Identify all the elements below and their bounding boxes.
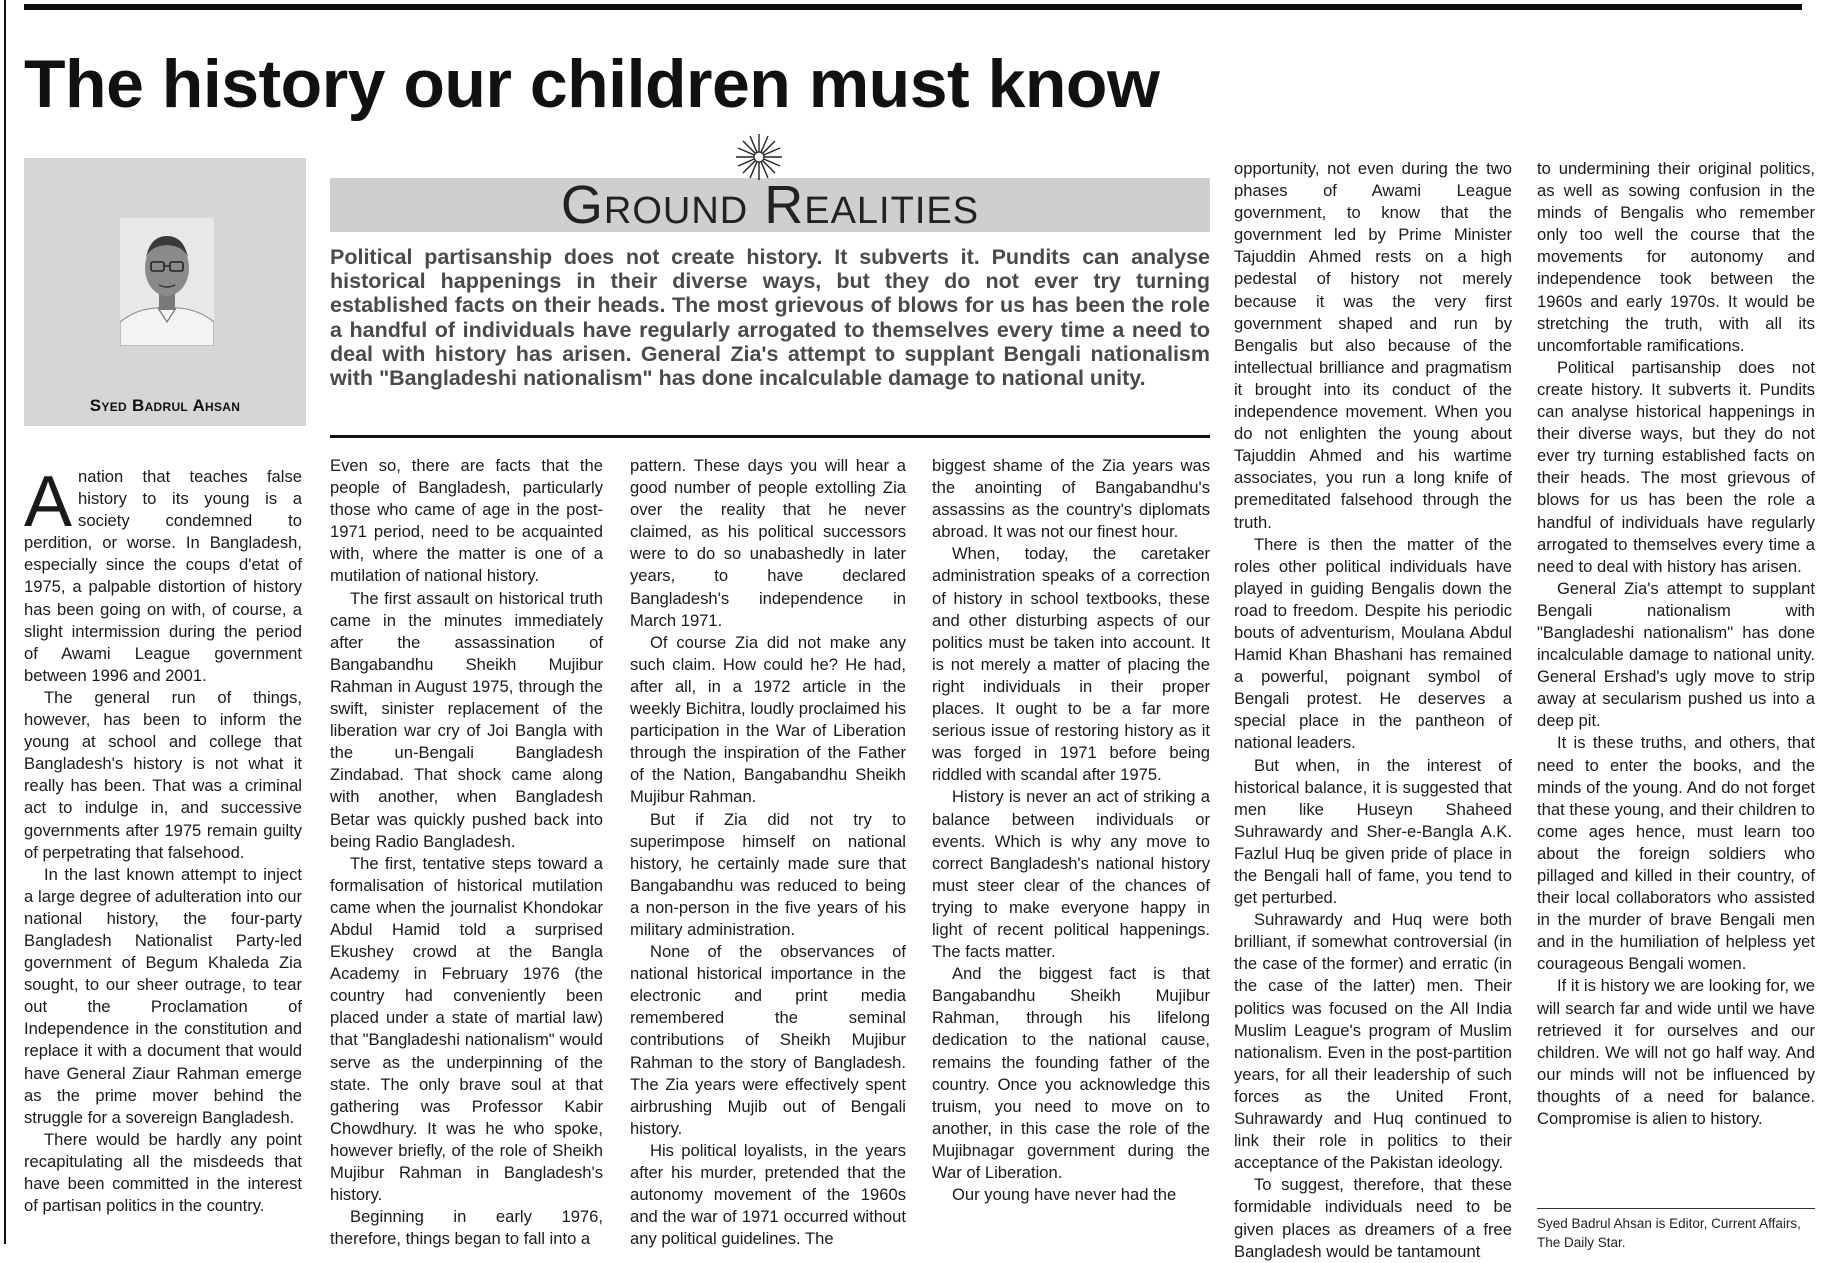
article-column-4 (932, 455, 1210, 1206)
left-border-rule (4, 0, 6, 1244)
article-paragraph: pattern. These days you will hear a good number of people extolling Zia over the reality that he never claimed, as his political successors were to do so unabashedly in later years, to have declared Bangladesh's independence in March 1971. (630, 456, 906, 630)
article-paragraph: In the last known attempt to inject a large degree of adulteration into our national history, the four-party Bangladesh Nationalist Party-led government of Begum Khaleda Zia sought, to our sheer outrage, to tear out the Proclamation of Independence in the constitution and replace it with a document that would have General Ziaur Rahman emerge as the prime mover behind the struggle for a sovereign Bangladesh. (24, 864, 302, 1127)
article-paragraph: Beginning in early 1976, therefore, things began to fall into a (330, 1207, 603, 1249)
article-paragraph: It is these truths, and others, that need to enter the books, and the minds of the young. And do not forget that these young, and their children to come ages hence, must learn too about the foreign soldiers who pillaged and killed in their country, of their local collaborators who assisted in the murder of brave Bengali men and in the humiliation of helpless yet courageous Bengali women. (1537, 733, 1815, 974)
article-paragraph: Even so, there are facts that the people of Bangladesh, particularly those who came of age in the post-1971 period, need to be acquainted with, where the matter is one of a mutilation of national history. (330, 456, 603, 586)
article-paragraph: Suhrawardy and Huq were both brilliant, if somewhat controversial (in the case of the former) and erratic (in the case of the latter) men. Their politics was focused on the All India Muslim League's program of Muslim nationalism. Even in the post-partition years, for all their leadership of such forces as the United Front, Suhrawardy and Huq continued to link their role in politics to their acceptance of the Pakistan ideology. (1234, 910, 1512, 1173)
article-paragraph: But if Zia did not try to superimpose himself on national history, he certainly made sure that Bangabandhu was reduced to being a non-person in the five years of his military administration. (630, 809, 906, 939)
article-paragraph: There would be hardly any point recapitulating all the misdeeds that have been committed in the interest of partisan politics in the country. (24, 1129, 302, 1216)
drop-cap: A (24, 462, 73, 542)
author-box (24, 158, 306, 426)
article-column-5 (1234, 158, 1512, 1263)
article-paragraph: biggest shame of the Zia years was the anointing of Bangabandhu's assassins as the country's diplomats abroad. It was not our finest hour. (932, 456, 1210, 542)
article-paragraph: The first assault on historical truth came in the minutes immediately after the assassination of Bangabandhu Sheikh Mujibur Rahman in August 1975, through the swift, sinister replacement of the liberation war cry of Joi Bangla with the un-Bengali Bangladesh Zindabad. That shock came along with another, when Bangladesh Betar was quickly pushed back into being Radio Bangladesh. (330, 588, 603, 851)
article-paragraph: Of course Zia did not make any such claim. How could he? He had, after all, in a 1972 article in the weekly Bichitra, loudly proclaimed his participation in the War of Liberation through the inspiration of the Father of the Nation, Bangabandhu Sheikh Mujibur Rahman. (630, 632, 906, 807)
author-credit: Syed Badrul Ahsan is Editor, Current Affairs, The Daily Star. (1537, 1216, 1801, 1250)
author-photo (120, 218, 214, 346)
deck-summary: Political partisanship does not create history. It subverts it. Pundits can analyse historical happenings in their diverse ways, but they do not ever try turning established facts on their heads. The most grievous of blows for us has been the role a handful of individuals have regularly arrogated to themselves every time a need to deal with history has arisen. General Zia's attempt to supplant Bengali nationalism with "Bangladeshi nationalism" has done incalculable damage to national unity. (330, 245, 1210, 391)
article-paragraph: History is never an act of striking a balance between individuals or events. Which is why any move to correct Bangladesh's national history must steer clear of the chances of trying to make everyone happy in light of recent political happenings. The facts matter. (932, 787, 1210, 962)
article-paragraph: Political partisanship does not create history. It subverts it. Pundits can analyse historical happenings in their diverse ways, but they do not ever try turning established facts on their heads. The most grievous of blows for us has been the role a handful of individuals have regularly arrogated to themselves every time a need to deal with history has arisen. (1537, 357, 1815, 576)
article-paragraph: Anation that teaches false history to its young is a society condemned to perdition, or worse. In Bangladesh, especially since the coups d'etat of 1975, a palpable distortion of history has been going on with, of course, a slight intermission during the period of Awami League government between 1996 and 2001. (24, 462, 302, 685)
article-paragraph: When, today, the caretaker administration speaks of a correction of history in school textbooks, these and other disturbing aspects of our politics must be taken into account. It is not merely a matter of placing the right individuals in their proper places. It ought to be a far more serious issue of restoring history as it was forged in 1971 before being riddled with scandal after 1975. (932, 544, 1210, 785)
headline: The history our children must know (24, 46, 1160, 122)
article-column-3 (630, 455, 906, 1250)
top-border-rule (24, 4, 1802, 10)
author-name: Syed Badrul Ahsan (89, 396, 241, 415)
credit-rule (1537, 1208, 1815, 1209)
article-paragraph: But when, in the interest of historical balance, it is suggested that men like Huseyn Shaheed Suhrawardy and Sher-e-Bangla A.K. Fazlul Huq be given pride of place in the Bengali hall of fame, you tend to get perturbed. (1234, 755, 1512, 908)
article-column-2 (330, 455, 603, 1250)
article-column-1 (24, 462, 302, 1217)
article-paragraph: General Zia's attempt to supplant Bengali nationalism with "Bangladeshi nationalism" has done incalculable damage to national unity. General Ershad's ugly move to strip away at secularism pushed us into a deep pit. (1537, 578, 1815, 731)
article-paragraph: None of the observances of national historical importance in the electronic and print media remembered the seminal contributions of Sheikh Mujibur Rahman to the story of Bangladesh. The Zia years were effectively spent airbrushing Mujib out of Bengali history. (630, 942, 906, 1138)
starburst-icon (734, 132, 784, 182)
article-paragraph: His political loyalists, in the years after his murder, pretended that the autonomy movement of the 1960s and the war of 1971 occurred without any political guidelines. The (630, 1140, 906, 1249)
author-byline (24, 396, 306, 416)
article-paragraph: Our young have never had the (952, 1185, 1177, 1205)
article-paragraph: If it is history we are looking for, we will search far and wide until we have retrieved it for ourselves and our children. We will not go half way. And our minds will not be influenced by thoughts of a need for balance. Compromise is alien to history. (1537, 976, 1815, 1129)
article-paragraph: And the biggest fact is that Bangabandhu Sheikh Mujibur Rahman, through his lifelong dedication to the national cause, remains the founding father of the country. Once you acknowledge this truism, you need to move on to another, in this case the role of the Mujibnagar government during the War of Liberation. (932, 964, 1210, 1182)
article-paragraph: opportunity, not even during the two phases of Awami League government, to know that the government led by Prime Minister Tajuddin Ahmed rests on a high pedestal of history not merely because it was the very first government shaped and run by Bengalis but also because of the intellectual brilliance and pragmatism it brought into its conduct of the independence movement. When you do not enlighten the young about Tajuddin Ahmed and his wartime associates, you run a long knife of premeditated falsehood through the truth. (1234, 159, 1512, 532)
banner-title: Ground Realities (560, 175, 980, 235)
article-paragraph: There is then the matter of the roles other political individuals have played in guiding Bengalis down the road to freedom. Despite his periodic bouts of adventurism, Moulana Abdul Hamid Khan Bhashani has remained a powerful, poignant symbol of Bengali protest. He deserves a special place in the pantheon of national leaders. (1234, 534, 1512, 753)
article-paragraph: to undermining their original politics, as well as sowing confusion in the minds of Bengalis who remember only too well the course that the movements for autonomy and independence took between the 1960s and early 1970s. It would be stretching the truth, with all its uncomfortable ramifications. (1537, 159, 1815, 355)
article-paragraph: To suggest, therefore, that these formidable individuals need to be given places as dreamers of a free Bangladesh would be tantamount (1234, 1175, 1512, 1261)
article-paragraph: The first, tentative steps toward a formalisation of historical mutilation came when the journalist Khondokar Abdul Hamid told a surprised Ekushey crowd at the Bangla Academy in February 1976 (the country had conveniently been placed under a state of martial law) that "Bangladeshi nationalism" would serve as the underpinning of the state. The only brave soul at that gathering was Professor Kabir Chowdhury. It was he who spoke, however briefly, of the role of Sheikh Mujibur Rahman in Bangladesh's history. (330, 853, 603, 1205)
article-column-6 (1537, 158, 1815, 1130)
deck-rule (330, 435, 1210, 438)
article-paragraph: The general run of things, however, has been to inform the young at school and college that Bangladesh's history is not what it really has been. That was a criminal act to indulge in, and successive governments after 1975 remain guilty of perpetrating that falsehood. (24, 687, 302, 862)
